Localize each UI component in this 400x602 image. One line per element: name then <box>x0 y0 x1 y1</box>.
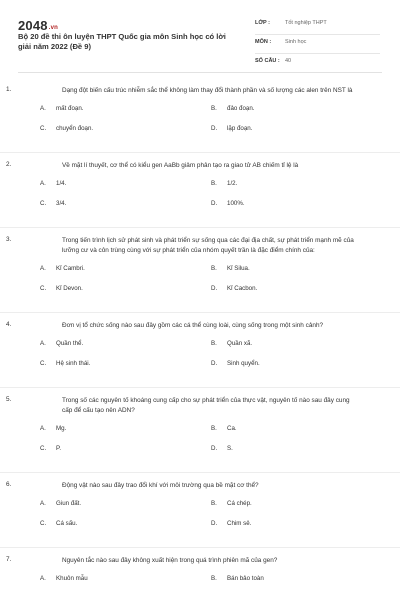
answer-option-a[interactable] <box>40 104 84 114</box>
option-letter: B. <box>211 105 217 112</box>
choice-row <box>18 574 382 594</box>
question-item <box>0 547 400 602</box>
meta-value: 40 <box>285 58 292 64</box>
answer-option-c[interactable] <box>40 519 77 529</box>
option-text: mất đoạn. <box>56 105 84 112</box>
option-letter: D. <box>211 520 218 527</box>
answer-option-d[interactable] <box>211 124 252 134</box>
question-item <box>0 227 400 312</box>
question-number: 2. <box>6 161 12 168</box>
answer-option-d[interactable] <box>211 199 245 209</box>
document-header <box>0 0 400 70</box>
choice-row <box>18 519 382 539</box>
question-item <box>0 152 400 227</box>
option-text: Khuôn mẫu <box>56 575 88 582</box>
question-item <box>0 78 400 152</box>
choice-row <box>18 124 382 144</box>
question-list <box>0 78 400 602</box>
option-letter: C. <box>40 285 47 292</box>
option-letter: A. <box>40 425 46 432</box>
option-text: 100%. <box>227 200 245 207</box>
answer-option-a[interactable] <box>40 339 83 349</box>
option-text: Sinh quyển. <box>227 360 260 367</box>
answer-choices <box>18 260 382 312</box>
answer-option-b[interactable] <box>211 339 252 349</box>
option-text: Cá chép. <box>227 500 252 507</box>
answer-option-a[interactable] <box>40 264 85 274</box>
option-letter: B. <box>211 340 217 347</box>
answer-option-d[interactable] <box>211 359 260 369</box>
option-text: Kỉ Devon. <box>56 285 83 292</box>
option-letter: C. <box>40 125 47 132</box>
option-text: Kỉ Silua. <box>227 265 250 272</box>
option-letter: B. <box>211 265 217 272</box>
option-text: Kỉ Cambri. <box>56 265 85 272</box>
question-number: 5. <box>6 396 12 403</box>
option-letter: B. <box>211 425 217 432</box>
choice-row <box>18 424 382 444</box>
answer-option-d[interactable] <box>211 284 257 294</box>
question-number: 1. <box>6 86 12 93</box>
meta-value: Sinh học <box>285 39 307 45</box>
answer-option-c[interactable] <box>40 124 93 134</box>
option-text: Kỉ Cacbon. <box>227 285 258 292</box>
option-letter: D. <box>211 360 218 367</box>
answer-option-c[interactable] <box>40 284 83 294</box>
answer-choices <box>18 100 382 152</box>
answer-option-d[interactable] <box>211 519 251 529</box>
option-text: Quần thể. <box>56 340 84 347</box>
question-stem: Trong số các nguyên tố khoáng cung cấp cho sự phát triển của thực vật, nguyên tố nào sau đây cung cấp để cấu tạo nên ADN? <box>62 397 350 414</box>
option-letter: D. <box>211 285 218 292</box>
question-stem: Nguyên tắc nào sau đây không xuất hiện trong quá trình phiên mã của gen? <box>62 557 278 564</box>
answer-choices <box>18 335 382 387</box>
answer-option-a[interactable] <box>40 179 66 189</box>
document-title: Bộ 20 đề thi ôn luyện THPT Quốc gia môn Sinh học có lời giải năm 2022 (Đề 9) <box>18 32 226 51</box>
answer-option-c[interactable] <box>40 359 90 369</box>
option-letter: B. <box>211 500 217 507</box>
answer-option-b[interactable] <box>211 424 237 434</box>
answer-option-b[interactable] <box>211 499 252 509</box>
meta-key: LỚP : <box>255 20 270 26</box>
option-letter: C. <box>40 520 47 527</box>
question-stem: Đơn vị tổ chức sống nào sau đây gồm các cá thể cùng loài, cùng sống trong một sinh cảnh? <box>62 322 324 329</box>
option-letter: C. <box>40 445 47 452</box>
choice-row <box>18 264 382 284</box>
question-item <box>0 387 400 472</box>
meta-key: MÔN : <box>255 39 272 45</box>
answer-option-a[interactable] <box>40 424 66 434</box>
question-stem: Động vật nào sau đây trao đổi khí với môi trường qua bề mặt cơ thể? <box>62 482 259 489</box>
choice-row <box>18 499 382 519</box>
logo-main: 2048 <box>18 18 48 33</box>
meta-row-subject <box>255 35 380 54</box>
option-text: S. <box>227 445 233 452</box>
choice-row <box>18 444 382 464</box>
option-letter: B. <box>211 180 217 187</box>
logo-suffix: .vn <box>48 25 59 31</box>
option-letter: D. <box>211 125 218 132</box>
answer-choices <box>18 420 382 472</box>
question-stem: Trong tiến trình lịch sử phát sinh và phát triển sự sống qua các đại địa chất, sự phát triển mạnh mẽ của lưỡng cư và côn trùng cùng với sự phát triển của nhóm quyết trần là đặc điểm chính của: <box>62 237 354 254</box>
option-letter: B. <box>211 575 217 582</box>
option-letter: A. <box>40 340 46 347</box>
answer-option-c[interactable] <box>40 444 61 454</box>
option-text: chuyển đoạn. <box>56 125 94 132</box>
meta-key: SỐ CÂU : <box>255 58 280 64</box>
choice-row <box>18 284 382 304</box>
answer-option-c[interactable] <box>40 199 66 209</box>
question-number: 7. <box>6 556 12 563</box>
site-logo[interactable] <box>18 18 58 33</box>
option-letter: A. <box>40 265 46 272</box>
option-letter: A. <box>40 575 46 582</box>
option-text: Mg. <box>56 425 67 432</box>
option-letter: C. <box>40 200 47 207</box>
option-text: Quần xã. <box>227 340 253 347</box>
question-number: 3. <box>6 236 12 243</box>
meta-table <box>255 16 380 73</box>
option-letter: C. <box>40 360 47 367</box>
option-text: 1/2. <box>227 180 238 187</box>
option-text: đảo đoạn. <box>227 105 255 112</box>
option-text: Bán bảo toàn <box>227 575 264 582</box>
choice-row <box>18 199 382 219</box>
meta-row-grade <box>255 16 380 35</box>
meta-value: Tốt nghiệp THPT <box>285 20 327 26</box>
option-text: lặp đoạn. <box>227 125 253 132</box>
option-text: 1/4. <box>56 180 67 187</box>
answer-option-b[interactable] <box>211 264 250 274</box>
choice-row <box>18 104 382 124</box>
question-stem: Về mặt lí thuyết, cơ thể có kiểu gen AaBb giảm phân tạo ra giao tử AB chiếm tỉ lệ là <box>62 162 299 169</box>
answer-option-b[interactable] <box>211 179 237 189</box>
choice-row <box>18 339 382 359</box>
choice-row <box>18 359 382 379</box>
answer-choices <box>18 495 382 547</box>
option-letter: A. <box>40 105 46 112</box>
option-text: Chim sẻ. <box>227 520 252 527</box>
option-text: P. <box>56 445 62 452</box>
option-text: Cá sấu. <box>56 520 78 527</box>
answer-option-a[interactable] <box>40 574 88 584</box>
answer-choices <box>18 570 382 602</box>
question-item <box>0 472 400 547</box>
option-letter: A. <box>40 500 46 507</box>
answer-option-a[interactable] <box>40 499 81 509</box>
question-item <box>0 312 400 387</box>
question-number: 4. <box>6 321 12 328</box>
option-text: Giun đất. <box>56 500 82 507</box>
option-text: Hệ sinh thái. <box>56 360 91 367</box>
choice-row <box>18 179 382 199</box>
option-letter: D. <box>211 200 218 207</box>
answer-option-b[interactable] <box>211 104 255 114</box>
meta-row-count <box>255 54 380 73</box>
question-stem: Dạng đột biến cấu trúc nhiễm sắc thể không làm thay đổi thành phần và số lượng các alen trên NST là <box>62 87 353 94</box>
answer-option-b[interactable] <box>211 574 264 584</box>
question-number: 6. <box>6 481 12 488</box>
option-letter: D. <box>211 445 218 452</box>
option-letter: A. <box>40 180 46 187</box>
option-text: Ca. <box>227 425 237 432</box>
answer-choices <box>18 175 382 227</box>
header-divider <box>18 72 382 73</box>
answer-option-d[interactable] <box>211 444 233 454</box>
option-text: 3/4. <box>56 200 67 207</box>
